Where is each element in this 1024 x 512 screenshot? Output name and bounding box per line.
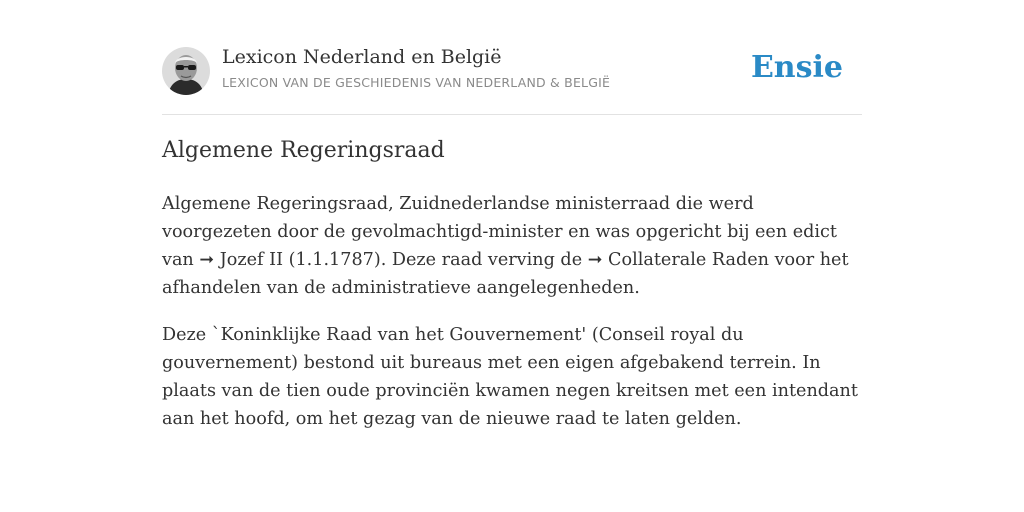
link-collaterale-raden[interactable]: ➞ Collaterale Raden <box>587 250 769 270</box>
entry-body <box>162 190 862 452</box>
paragraph-2: Deze `Koninklijke Raad van het Gouvernement' (Conseil royal du gouvernement) bestond uit bureaus met een eigen afgebakend terrein. In plaats van de tien oude provinciën kwamen negen kreitsen met een intendant aan het hoofd, om het gezag van de nieuwe raad te laten gelden. <box>162 325 858 429</box>
paragraph-1-text-b: (1.1.1787). Deze raad verving de <box>283 250 588 270</box>
avatar[interactable] <box>162 47 210 95</box>
entry-title: Algemene Regeringsraad <box>162 138 445 163</box>
source-title[interactable]: Lexicon Nederland en België <box>222 46 502 68</box>
ensie-logo-link[interactable]: Ensie <box>750 50 843 85</box>
paragraph-1 <box>162 190 862 302</box>
paragraph-1-text-a: Algemene Regeringsraad, Zuidnederlandse ministerraad die werd voorgezeten door de gevolmachtigd-minister en was opgericht bij een edict van <box>162 194 837 270</box>
link-jozef-ii[interactable]: ➞ Jozef II <box>199 250 284 270</box>
author-portrait-icon <box>162 47 210 95</box>
source-header <box>162 44 862 115</box>
paragraph-1-text-c: voor het afhandelen van de administratieve aangelegenheden. <box>162 250 849 298</box>
source-subtitle: LEXICON VAN DE GESCHIEDENIS VAN NEDERLAND & BELGIË <box>222 75 611 90</box>
